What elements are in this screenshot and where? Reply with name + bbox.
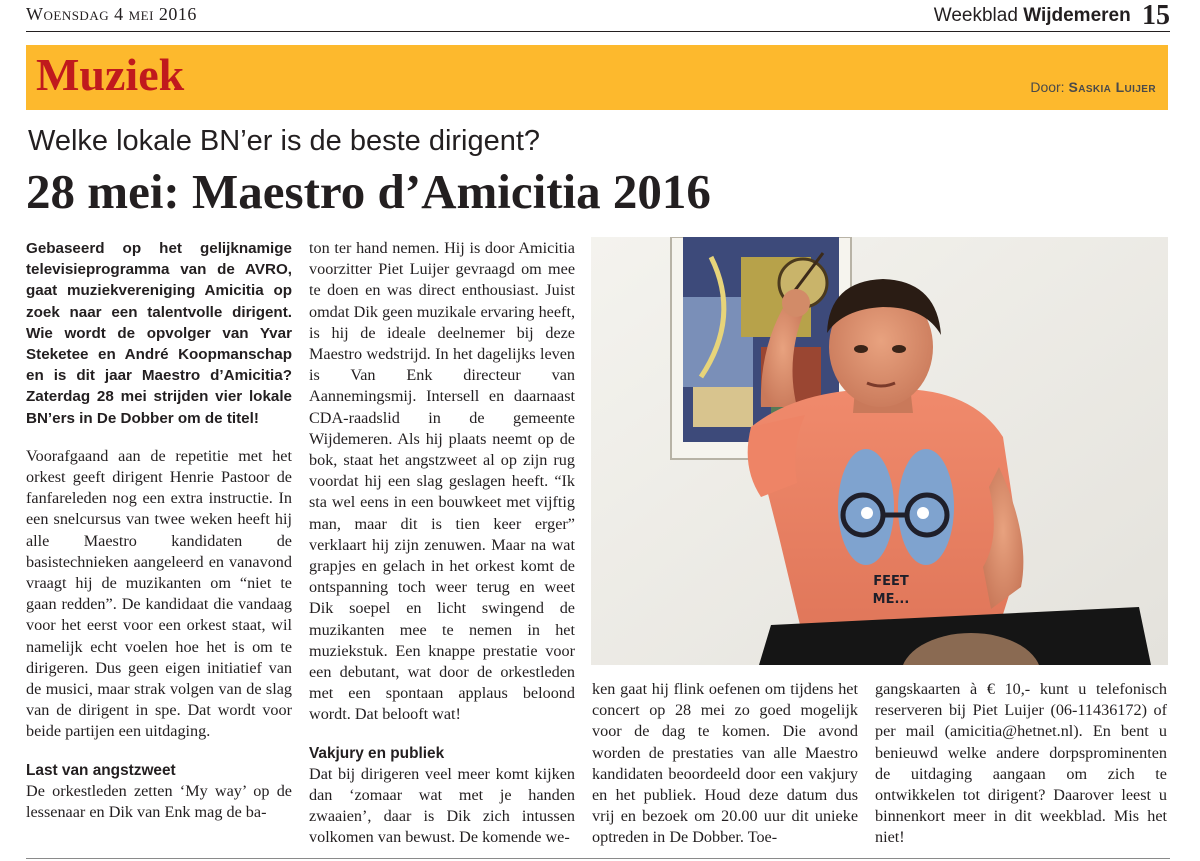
article-kicker: Welke lokale BN’er is de beste dirigent?: [28, 125, 541, 157]
subheading-angstzweet: Last van angstzweet: [26, 761, 176, 779]
article-column-4: [875, 679, 1167, 849]
article-paragraph: Voorafgaand aan de repetitie met het orkest geeft dirigent Henrie Pastoor de fanfareleden nog een extra instructie. In een snelcursus van twee weken heeft hij alle Maestro kandidaten de basistechnieken aangeleerd en vanavond vraagt hij de muzikanten om “niet te gaan redden”. De kandidaat die vandaag voor het eerst voor een orkest staat, wil namelijk echt voelen hoe het is om te dirigeren. Dus geen eigen initiatief van de musici, maar strak volgen van de slag van de dirigent in spe. Dat wordt voor beide partijen een uitdaging.: [26, 446, 292, 741]
article-column-2: [309, 238, 575, 849]
article-headline: 28 mei: Maestro d’Amicitia 2016: [26, 164, 711, 219]
article-paragraph: De orkestleden zetten ‘My way’ op de lessenaar en Dik van Enk mag de ba-: [26, 781, 292, 822]
section-band: [26, 45, 1168, 110]
issue-date: Woensdag 4 mei 2016: [26, 4, 197, 24]
byline-author: Saskia Luijer: [1068, 79, 1156, 95]
conductor-photo: [591, 237, 1168, 665]
shirt-text-line2: ME...: [872, 592, 910, 607]
footer-rule: [26, 858, 1170, 859]
publication-header: [934, 0, 1170, 32]
article-paragraph: ton ter hand nemen. Hij is door Amicitia voorzitter Piet Luijer gevraagd om mee te doen en was direct enthousiast. Juist omdat Dik geen muzikale ervaring heeft, is hij de ideale deelnemer bij deze Maestro wedstrijd. In het dagelijks leven is Van Enk directeur van Aannemingsmij. Intersell en daarnaast CDA-raadslid in de gemeente Wijdemeren. Als hij plaats neemt op de bok, staat het angstzweet al op zijn rug voordat hij een slag geslagen heeft. “Ik sta wel eens in een bouwkeet met vijftig man, maar dit is tien keer erger” verklaart hij zijn zenuwen. Maar na wat grapjes en gelach in het orkest komt de ontspanning toch weer terug en weet Dik soepel en licht swingend de muzikanten mee te nemen in het muziekstuk. Een knappe prestatie voor een debutant, wat door de orkestleden met een spontaan applaus beloond wordt. Dat belooft wat!: [309, 239, 575, 724]
article-paragraph: Dat bij dirigeren veel meer komt kijken dan ‘zomaar wat met je handen zwaaien’, daar is Dik zich intussen volkomen van bewust. De komende we-: [309, 764, 575, 847]
byline: [1030, 79, 1156, 95]
page-number: 15: [1142, 0, 1170, 31]
byline-prefix: Door:: [1030, 79, 1065, 95]
shirt-text-line1: FEET: [873, 574, 909, 589]
section-title: Muziek: [36, 49, 185, 100]
article-paragraph: ken gaat hij flink oefenen om tijdens het concert op 28 mei zo goed mogelijk voor de dag te komen. Die avond worden de prestaties van alle Maestro kandidaten beoordeeld door een vakjury en het publiek. Houd deze datum dus vrij en bezoek om 20.00 uur dit unieke optreden in De Dobber. Toe-: [592, 680, 858, 847]
publication-prefix: Weekblad: [933, 5, 1018, 26]
article-paragraph: gangskaarten à € 10,- kunt u telefonisch reserveren bij Piet Luijer (06-11436172) of per mail (amicitia@hetnet.nl). En bent u benieuwd welke andere dorpsprominenten de uitdaging aangaan om zich te ontwikkelen tot dirigent? Daarover leest u binnenkort meer in dit weekblad. Mis het niet!: [875, 680, 1167, 847]
article-column-3: [592, 679, 858, 849]
article-photo: [591, 237, 1168, 665]
article-lead: Gebaseerd op het gelijknamige televisieprogramma van de AVRO, gaat muziekvereniging Amicitia op zoek naar een talentvolle dirigent. Wie wordt de opvolger van Yvar Steketee en André Koopmanschap en is dit jaar Maestro d’Amicitia? Zaterdag 28 mei strijden vier lokale BN’ers in De Dobber om de titel!: [26, 240, 292, 427]
subheading-vakjury: Vakjury en publiek: [309, 744, 445, 762]
article-column-1: [26, 238, 292, 823]
publication-name: Wijdemeren: [1023, 5, 1131, 26]
header-rule: [26, 31, 1170, 32]
